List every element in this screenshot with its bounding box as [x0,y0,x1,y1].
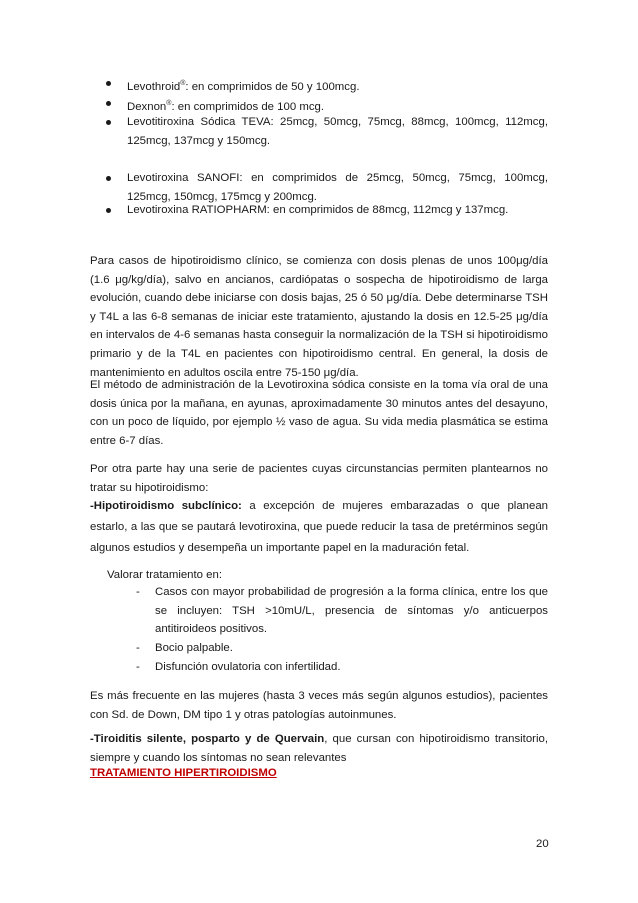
dash-text: Bocio palpable. [155,642,233,654]
paragraph-subclinico [90,496,548,559]
paragraph-no-tratar: Por otra parte hay una serie de pacientes cuyas circunstancias permiten plantearnos no tratar su hipotiroidismo: [90,463,548,494]
paragraph-frecuencia: Es más frecuente en las mujeres (hasta 3 veces más según algunos estudios), pacientes con Sd. de Down, DM tipo 1 y otras patologías autoinmunes. [90,690,548,721]
valorar-label: Valorar tratamiento en: [107,569,223,581]
bullet-text: Levotitiroxina Sódica TEVA: 25mcg, 50mcg, 75mcg, 88mcg, 100mcg, 112mcg, 125mcg, 137mcg y 150mcg. [127,116,548,147]
bullet-text: Levotiroxina RATIOPHARM: en comprimidos de 88mcg, 112mcg y 137mcg. [127,204,509,216]
bullet-icon [106,120,111,125]
bullet-icon [106,101,111,106]
bullet-text: Levothroid®: en comprimidos de 50 y 100mcg. [127,80,360,93]
section-heading: TRATAMIENTO HIPERTIROIDISMO [90,767,277,779]
tiroiditis-text: , que cursan con hipotiroidismo transitorio, siempre y cuando los síntomas no sean relevantes [90,733,548,764]
dash-text: Casos con mayor probabilidad de progresión a la forma clínica, entre los que se incluyen: TSH >10mU/L, presencia de síntomas y/o anticuerpos antitiroideos positivos. [155,586,548,636]
bullet-item [127,201,552,220]
dash-marker: - [136,642,140,654]
dash-marker: - [136,586,140,598]
subclinico-text: a excepción de mujeres embarazadas o que planean estarlo, a las que se pautará levotiroxina, que puede reducir la tasa de pretérminos según algunos estudios y desempeña un importante papel en la maduración fetal. [90,500,548,554]
dash-item [136,658,548,677]
dash-marker: - [136,661,140,673]
paragraph-tiroiditis [90,730,548,767]
bullet-icon [106,176,111,181]
dash-text: Disfunción ovulatoria con infertilidad. [155,661,341,673]
bullet-icon [106,208,111,213]
page-number: 20 [536,838,549,850]
paragraph-administracion: El método de administración de la Levotiroxina sódica consiste en la toma vía oral de una dosis única por la mañana, en ayunas, aproximadamente 30 minutos antes del desayuno, con un poco de líquido, por ejemplo ½ vaso de agua. Su vida media plasmática se estima entre 6-7 días. [90,379,548,447]
subclinico-title: -Hipotiroidismo subclínico: [90,500,242,512]
dash-item [136,639,548,658]
bullet-item [127,113,548,151]
bullet-icon [106,81,111,86]
tiroiditis-title: -Tiroiditis silente, posparto y de Quervain [90,733,325,745]
bullet-text: Levotiroxina SANOFI: en comprimidos de 25mcg, 50mcg, 75mcg, 100mcg, 125mcg, 150mcg, 175mcg y 200mcg. [127,172,548,203]
bullet-text: Dexnon®: en comprimidos de 100 mcg. [127,100,325,113]
dash-item [136,583,548,639]
paragraph-dosis: Para casos de hipotiroidismo clínico, se comienza con dosis plenas de unos 100μg/día (1.6 μg/kg/día), salvo en ancianos, cardiópatas o sospecha de hipotiroidismo de larga evolución, cuando debe iniciarse con dosis bajas, 25 ó 50 μg/día. Debe determinarse TSH y T4L a las 6-8 semanas de iniciar este tratamiento, ajustando la dosis en 12.5-25 μg/día en intervalos de 4-6 semanas hasta conseguir la normalización de la TSH si hipotiroidismo primario y de la T4L en pacientes con hipotiroidismo central. En general, la dosis de mantenimiento en adultos oscila entre 75-150 μg/día. [90,255,548,379]
